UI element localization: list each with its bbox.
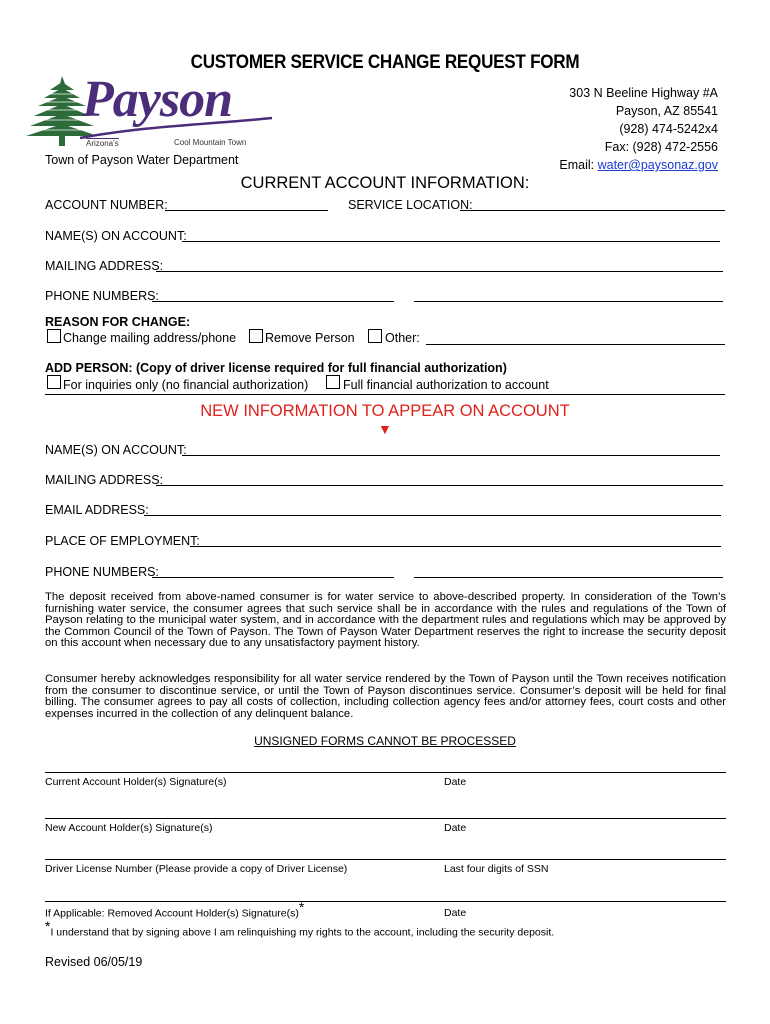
current-mailing-field[interactable] [156,271,723,272]
new-email-label: EMAIL ADDRESS: [45,503,149,517]
new-mailing-field[interactable] [156,485,723,486]
new-info-heading: NEW INFORMATION TO APPEAR ON ACCOUNT [200,402,570,420]
footnote [45,918,555,939]
ssn-label: Last four digits of SSN [444,863,549,875]
logo-tagline-right: Cool Mountain Town [174,138,247,147]
removed-holder-date-label: Date [444,907,467,919]
new-employment-field[interactable] [190,546,721,547]
revision-date: Revised 06/05/19 [45,955,143,969]
reason-change-address-label: Change mailing address/phone [63,331,237,345]
footnote-asterisk: * [45,918,51,934]
address-line1: 303 N Beeline Highway #A [569,86,718,100]
deposit-terms-paragraph: The deposit received from above-named consumer is for water service to above-described property. In consideration of the Town’s furnishing water service, the consumer agrees that such service shall be in accordance with the rules and regulations of the Town of Payson relating to the municipal water system, and in accordance with the department rules and regulations which may be approved by the Common Council of the Town of Payson. The Town of Payson Water Department reserves the right to increase the security deposit on this account when necessary due to any unsatisfactory payment history. [45,591,726,650]
current-holder-signature-line[interactable] [45,772,726,773]
phone: (928) 474-5242x4 [619,122,718,136]
down-arrow-icon: ▼ [378,421,392,437]
current-phone2-field[interactable] [414,301,723,302]
current-names-label: NAME(S) ON ACCOUNT: [45,229,187,243]
new-phone1-field[interactable] [152,577,394,578]
current-phone1-field[interactable] [152,301,394,302]
new-holder-signature-label: New Account Holder(s) Signature(s) [45,822,213,834]
add-person-inquiries-label: For inquiries only (no financial authorization) [63,378,309,392]
current-info-heading: CURRENT ACCOUNT INFORMATION: [240,174,530,192]
reason-change-address-checkbox[interactable] [47,329,61,343]
reason-heading: REASON FOR CHANGE: [45,315,191,329]
department-name: Town of Payson Water Department [45,153,239,167]
new-mailing-label: MAILING ADDRESS: [45,473,164,487]
current-names-field[interactable] [182,241,720,242]
contact-block [559,84,718,174]
service-location-field[interactable] [460,210,725,211]
new-phones-label: PHONE NUMBERS: [45,565,159,579]
current-holder-signature-label: Current Account Holder(s) Signature(s) [45,776,227,788]
license-number-label: Driver License Number (Please provide a copy of Driver License) [45,863,348,875]
email-label: Email: [559,158,598,172]
removed-holder-signature-label [45,899,305,920]
new-email-field[interactable] [144,515,721,516]
current-mailing-label: MAILING ADDRESS: [45,259,164,273]
new-employment-label: PLACE OF EMPLOYMENT: [45,534,200,548]
reason-remove-person-label: Remove Person [265,331,355,345]
fax: Fax: (928) 472-2556 [604,140,718,154]
address-line2: Payson, AZ 85541 [615,104,718,118]
logo-wordmark: Payson [82,71,232,128]
responsibility-terms-paragraph: Consumer hereby acknowledges responsibility for all water service rendered by the Town of Payson until the Town receives notification from the consumer to discontinue service, or until the Town of Payson discontinues service. Consumer’s deposit will be held for final billing. The consumer agrees to pay all costs of collection, including collection agency fees and/or attorney fees, court costs and other expenses incurred in the collection of any delinquent balance. [45,673,726,720]
reason-other-checkbox[interactable] [368,329,382,343]
section-divider [45,394,725,395]
reason-other-field[interactable] [426,344,725,345]
logo-tagline-left: Arizona's [86,139,119,148]
add-person-full-auth-checkbox[interactable] [326,375,340,389]
new-names-label: NAME(S) ON ACCOUNT: [45,443,187,457]
new-holder-signature-line[interactable] [45,818,726,819]
add-person-inquiries-checkbox[interactable] [47,375,61,389]
email-link[interactable]: water@paysonaz.gov [597,158,718,172]
form-title: CUSTOMER SERVICE CHANGE REQUEST FORM [190,52,580,73]
reason-other-label: Other: [385,331,420,345]
new-phone2-field[interactable] [414,577,723,578]
service-location-label: SERVICE LOCATION: [348,198,473,212]
footnote-text: I understand that by signing above I am relinquishing my rights to the account, including the security deposit. [50,926,555,939]
account-number-field[interactable] [165,210,328,211]
removed-holder-text: If Applicable: Removed Account Holder(s) Signature(s) [45,907,299,920]
license-number-line[interactable] [45,859,726,860]
add-person-full-auth-label: Full financial authorization to account [343,378,549,392]
removed-holder-signature-line[interactable] [45,901,726,902]
new-holder-date-label: Date [444,822,467,834]
reason-remove-person-checkbox[interactable] [249,329,263,343]
account-number-label: ACCOUNT NUMBER: [45,198,168,212]
email-line [559,156,718,174]
asterisk-mark: * [298,899,305,915]
unsigned-warning: UNSIGNED FORMS CANNOT BE PROCESSED [254,734,516,748]
new-names-field[interactable] [182,455,720,456]
add-person-heading: ADD PERSON: (Copy of driver license required for full financial authorization) [45,361,507,375]
payson-logo [24,71,274,152]
current-phones-label: PHONE NUMBERS: [45,289,159,303]
current-holder-date-label: Date [444,776,467,788]
